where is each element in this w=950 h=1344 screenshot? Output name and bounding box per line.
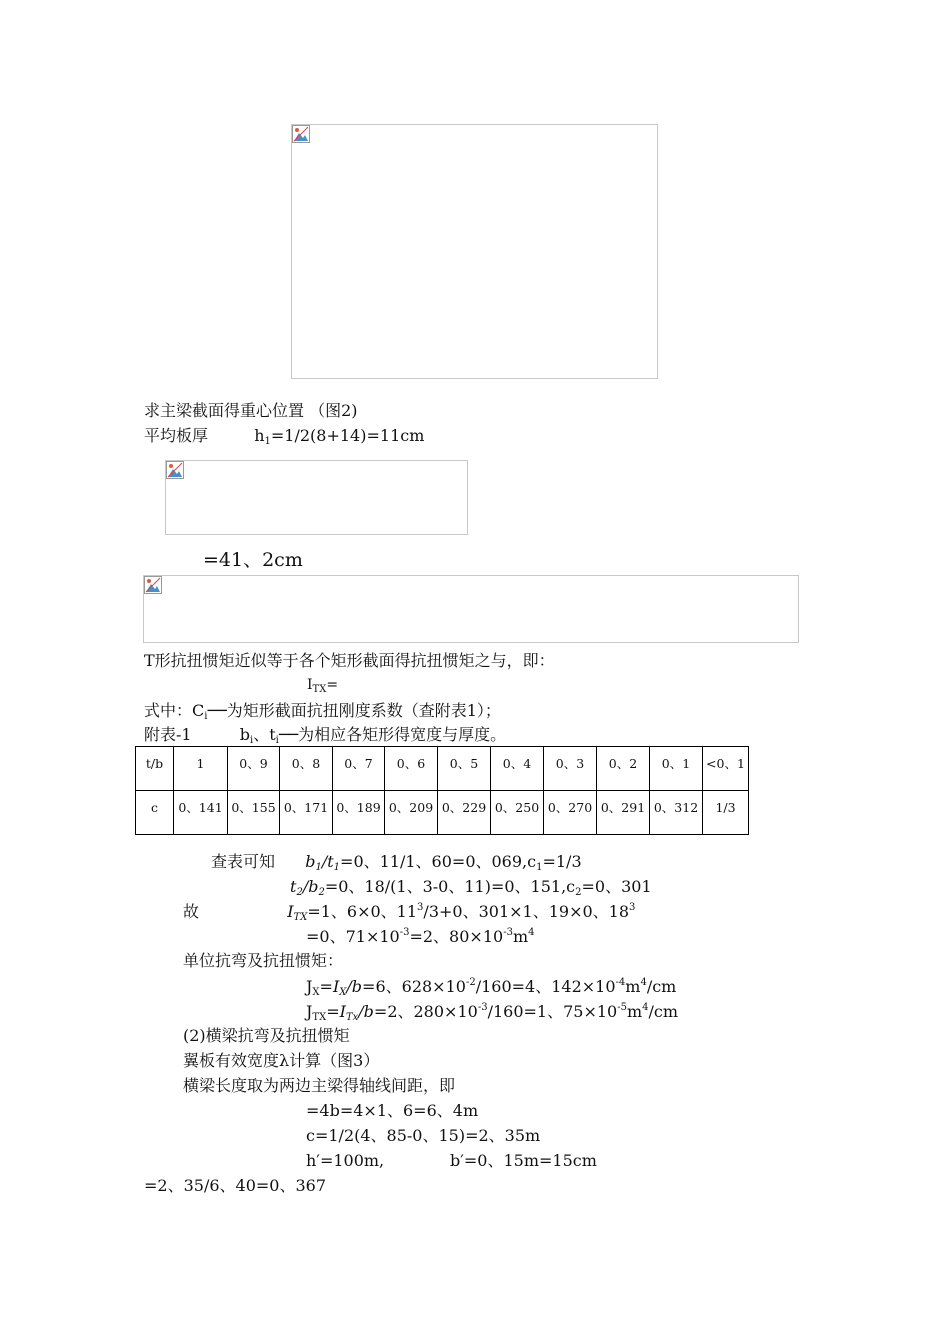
- therefore-line: 故 $I_{TX}=1$、6×0、$11^3/3+0$、301×1、19×0、$18^3$: [183, 902, 636, 923]
- table-cell: 1: [174, 747, 228, 791]
- eq-h: h′=100m,: [306, 1151, 385, 1170]
- lookup-line-1: 查表可知 $b_1/t_1=0$、11/1、60=0、$069,c_1=1/3$: [211, 852, 582, 873]
- eq-c: c=1/2(4、85-0、15)=2、35m: [306, 1126, 541, 1145]
- table-cell: 0、209: [385, 791, 438, 835]
- table-cell: 0、2: [597, 747, 650, 791]
- table-cell: 0、6: [385, 747, 438, 791]
- slab-label: 平均板厚: [144, 426, 209, 445]
- jtx-formula: $J_{TX}=I_{Tx}/b=2$、$280\times 10^{-3}/160=1$、$75\times 10^{-5}m^4/cm$: [306, 1002, 679, 1023]
- eq-b: b′=0、15m=15cm: [450, 1151, 597, 1170]
- section-2-heading: (2)横梁抗弯及抗扭惯矩: [183, 1026, 350, 1045]
- torsion-coefficient-table: [135, 746, 749, 835]
- formula-image-1: [165, 460, 468, 535]
- broken-image-icon: [144, 576, 162, 594]
- slab-thickness-line: 平均板厚 $h_1=1/2(8+14)=11cm$: [144, 426, 425, 447]
- eq-l: =4b=4×1、6=6、4m: [306, 1101, 479, 1120]
- table-cell: 0、250: [491, 791, 544, 835]
- beam-length-text: 横梁长度取为两边主梁得轴线间距，即: [183, 1076, 456, 1095]
- table-cell: 0、189: [333, 791, 385, 835]
- table-cell: 0、7: [333, 747, 385, 791]
- table-cell: <0、1: [703, 747, 749, 791]
- table-cell: 0、270: [544, 791, 597, 835]
- formula-image-2: [143, 575, 799, 643]
- table-cell: 0、141: [174, 791, 228, 835]
- itx-formula: $I_{TX}=$: [307, 677, 339, 695]
- table-cell: 0、5: [438, 747, 491, 791]
- table-cell: 0、155: [228, 791, 280, 835]
- table-cell: 0、1: [650, 747, 703, 791]
- broken-image-icon: [166, 461, 184, 479]
- lookup-line-2: $t_2/b_2=0$、18/(1、3-0、11)=0、$151,c_2=0$、301: [290, 877, 652, 898]
- torsion-text: T形抗扭惯矩近似等于各个矩形截面得抗扭惯矩之与，即：: [144, 651, 555, 670]
- eq-ratio: =2、35/6、40=0、367: [144, 1176, 327, 1195]
- table-cell: 0、291: [597, 791, 650, 835]
- table-cell: t/b: [136, 747, 174, 791]
- table-row: [136, 791, 749, 835]
- therefore-line-2: =0、$71\times 10^{-3}=2$、$80\times 10^{-3}m^4$: [306, 927, 535, 946]
- centroid-heading: 求主梁截面得重心位置 （图2): [144, 401, 358, 420]
- broken-image-icon: [292, 125, 310, 143]
- table-cell: 0、3: [544, 747, 597, 791]
- where-line: 式中：$C_i──$为矩形截面抗扭刚度系数（查附表1）；: [144, 701, 501, 722]
- table-cell: 0、312: [650, 791, 703, 835]
- table-row: [136, 747, 749, 791]
- table-cell: 0、4: [491, 747, 544, 791]
- figure-2-image: [291, 124, 658, 379]
- table-cell: 0、171: [280, 791, 333, 835]
- centroid-result: =41、2cm: [203, 549, 303, 571]
- table-cell: 0、9: [228, 747, 280, 791]
- jx-formula: $J_X=I_X/b=6$、$628\times 10^{-2}/160=4$、$142\times 10^{-4}m^4/cm$: [306, 977, 677, 998]
- table-cell: 1/3: [703, 791, 749, 835]
- unit-heading: 单位抗弯及抗扭惯矩：: [183, 951, 344, 970]
- table-cell: 0、8: [280, 747, 333, 791]
- table-cell: c: [136, 791, 174, 835]
- flange-heading: 翼板有效宽度λ计算（图3）: [183, 1051, 380, 1070]
- table-cell: 0、229: [438, 791, 491, 835]
- table-caption: 附表-1 $b_i$、$t_i──$为相应各矩形得宽度与厚度。: [144, 725, 507, 746]
